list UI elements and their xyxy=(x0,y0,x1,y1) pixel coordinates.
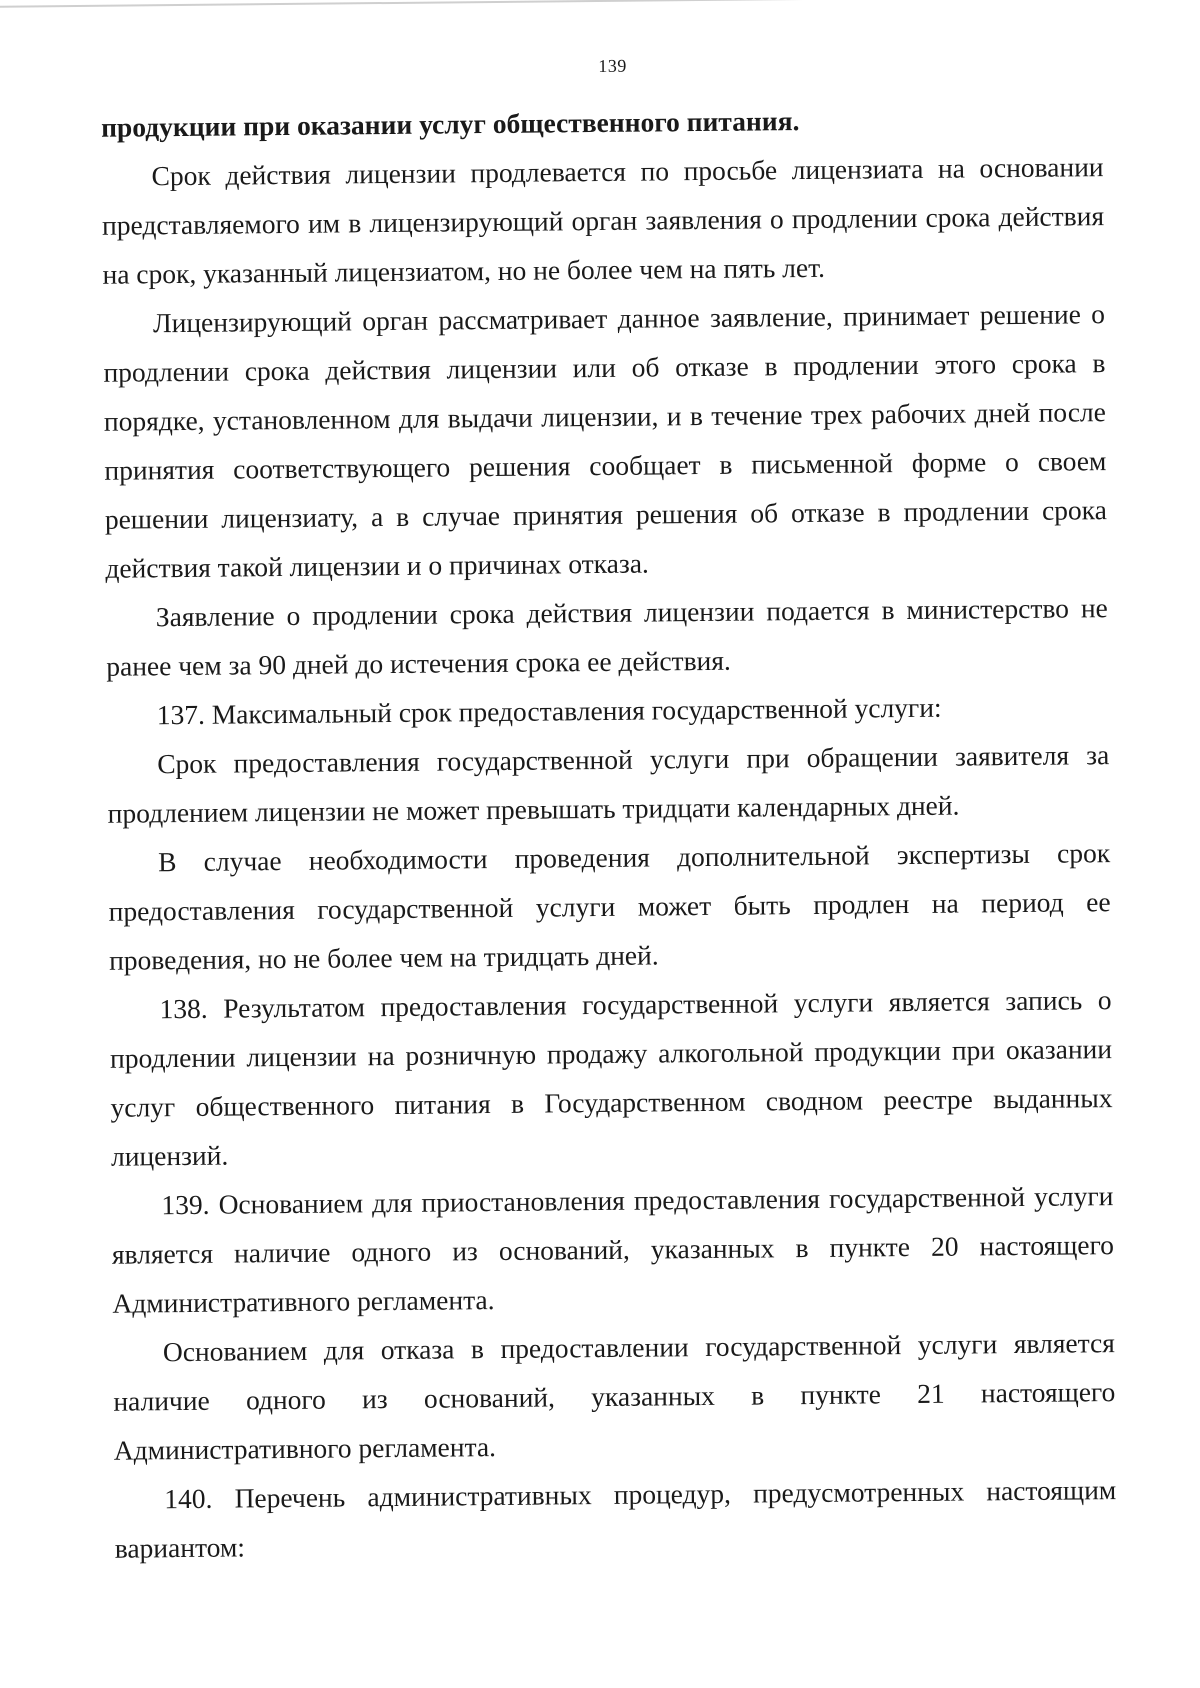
paragraph-item-137: 137. Максимальный срок предоставления государственной услуги: xyxy=(156,691,942,731)
page-number: 139 xyxy=(598,55,627,76)
paragraph-additional-expertise: В случае необходимости проведения дополнительной экспертизы срок предоставления государственной услуги может быть продлен на период ее проведения, но не более чем на тридцать дней. xyxy=(108,837,1111,976)
paragraph-item-138: 138. Результатом предоставления государственной услуги является запись о продлении лицензии на розничную продажу алкогольной продукции при оказании услуг общественного питания в Государственном сводном реестре выданных лицензий. xyxy=(109,984,1113,1172)
paragraph-service-term: Срок предоставления государственной услуги при обращении заявителя за продлением лицензии не может превышать тридцати календарных дней. xyxy=(107,739,1110,829)
document-body xyxy=(101,93,1117,1573)
paragraph-renewal-term: Срок действия лицензии продлевается по просьбе лицензиата на основании представляемого им в лицензирующий орган заявления о продлении срока действия на срок, указанный лицензиатом, но не более чем на пять лет. xyxy=(101,151,1105,290)
paragraph-continuation-heading: продукции при оказании услуг общественного питания. xyxy=(100,105,800,143)
scan-top-edge xyxy=(0,0,1192,8)
paragraph-refusal-grounds: Основанием для отказа в предоставлении государственной услуги является наличие одного из оснований, указанных в пункте 21 настоящего Административного регламента. xyxy=(113,1327,1116,1466)
paragraph-licensing-authority-decision: Лицензирующий орган рассматривает данное заявление, принимает решение о продлении срока действия лицензии или об отказе в продлении этого срока в порядке, установленном для выдачи лицензии, и в течение трех рабочих дней после принятия соответствующего решения сообщает в письменной форме о своем решении лицензиату, а в случае принятия решения об отказе в продлении срока действия такой лицензии и о причинах отказа. xyxy=(103,298,1107,584)
paragraph-item-140: 140. Перечень административных процедур, предусмотренных настоящим вариантом: xyxy=(114,1474,1117,1564)
paragraph-item-139: 139. Основанием для приостановления предоставления государственной услуги является наличие одного из оснований, указанных в пункте 20 настоящего Административного регламента. xyxy=(111,1180,1115,1319)
paragraph-application-deadline: Заявление о продлении срока действия лицензии подается в министерство не ранее чем за 90 дней до истечения срока ее действия. xyxy=(106,592,1108,682)
